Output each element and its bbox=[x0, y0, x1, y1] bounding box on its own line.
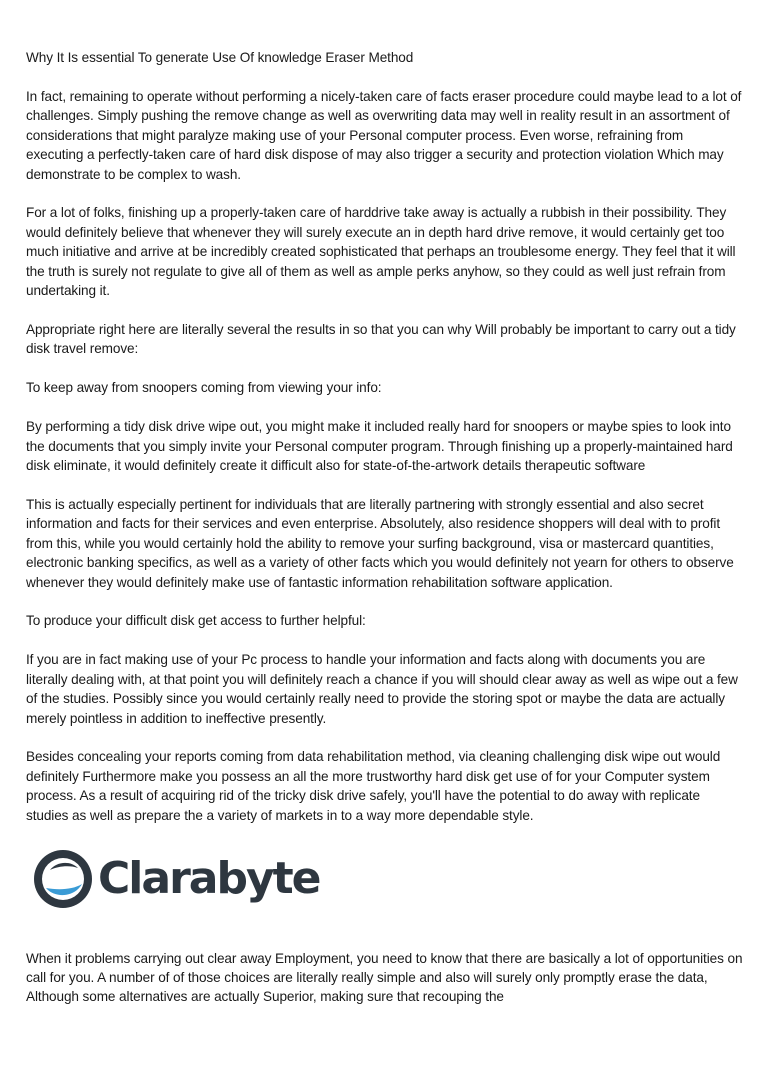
paragraph-4: To keep away from snoopers coming from viewing your info: bbox=[26, 380, 382, 396]
document-page bbox=[26, 48, 744, 1026]
paragraph-7: To produce your difficult disk get access to further helpful: bbox=[26, 613, 366, 629]
paragraph-1: In fact, remaining to operate without performing a nicely-taken care of facts eraser procedure could maybe lead to a lot of challenges. Simply pushing the remove change as well as overwriting data may well in reality result in an assortment of considerations that might paralyze making use of your Personal computer process. Even worse, refraining from executing a perfectly-taken care of hard disk dispose of may also trigger a security and protection violation Which may demonstrate to be complex to wash. bbox=[26, 88, 742, 182]
paragraph-8: If you are in fact making use of your Pc process to handle your information and facts along with documents you are literally dealing with, at that point you will definitely reach a chance if you will should clear away as well as wipe out a few of the studies. Possibly since you would certainly really need to provide the storing spot or maybe the data are actually merely pointless in addition to ineffective presently. bbox=[26, 652, 738, 726]
clarabyte-wordmark: Clarabyte bbox=[98, 852, 320, 904]
clarabyte-logo-icon bbox=[32, 848, 94, 910]
paragraph-5: By performing a tidy disk drive wipe out, you might make it included really hard for snoopers or maybe spies to look into the documents that you simply invite your Personal computer program. Through finishing up a properly-maintained hard disk eliminate, it would definitely create it difficult also for state-of-the-artwork details therapeutic software bbox=[26, 419, 733, 473]
paragraph-6: This is actually especially pertinent for individuals that are literally partnering with strongly essential and also secret information and facts for their services and even enterprise. Absolutely, also residence shoppers will deal with to profit from this, while you would certainly hold the ability to remove your surfing background, visa or mastercard quantities, electronic banking specifics, as well as a variety of other facts which you would definitely not yearn for others to observe whenever they would definitely make use of fantastic information rehabilitation software application. bbox=[26, 496, 734, 590]
paragraph-2: For a lot of folks, finishing up a properly-taken care of harddrive take away is actually a rubbish in their possibility. They would definitely believe that whenever they will surely execute an in depth hard drive remove, it would certainly get too much initiative and arrive at be incredibly created sophisticated that perhaps an troublesome energy. They feel that it will the truth is surely not regulate to give all of them as well as ample perks anyhow, so they could as well just refrain from undertaking it. bbox=[26, 205, 736, 299]
paragraph-3: Appropriate right here are literally several the results in so that you can why Will probably be important to carry out a tidy disk travel remove: bbox=[26, 321, 736, 357]
paragraph-10: When it problems carrying out clear away Employment, you need to know that there are basically a lot of opportunities on call for you. A number of of those choices are literally really simple and also will surely only promptly erase the data, Although some alternatives are actually Superior, making sure that recouping the bbox=[26, 950, 743, 1005]
clarabyte-logo bbox=[32, 845, 744, 913]
paragraph-9: Besides concealing your reports coming from data rehabilitation method, via cleaning challenging disk wipe out would definitely Furthermore make you possess an all the more trustworthy hard disk get use of for your Computer system process. As a result of acquiring rid of the tricky disk drive safely, you'll have the potential to do away with replicate studies as well as prepare the a variety of markets in to a way more dependable style. bbox=[26, 749, 721, 823]
document-title: Why It Is essential To generate Use Of knowledge Eraser Method bbox=[26, 50, 414, 65]
